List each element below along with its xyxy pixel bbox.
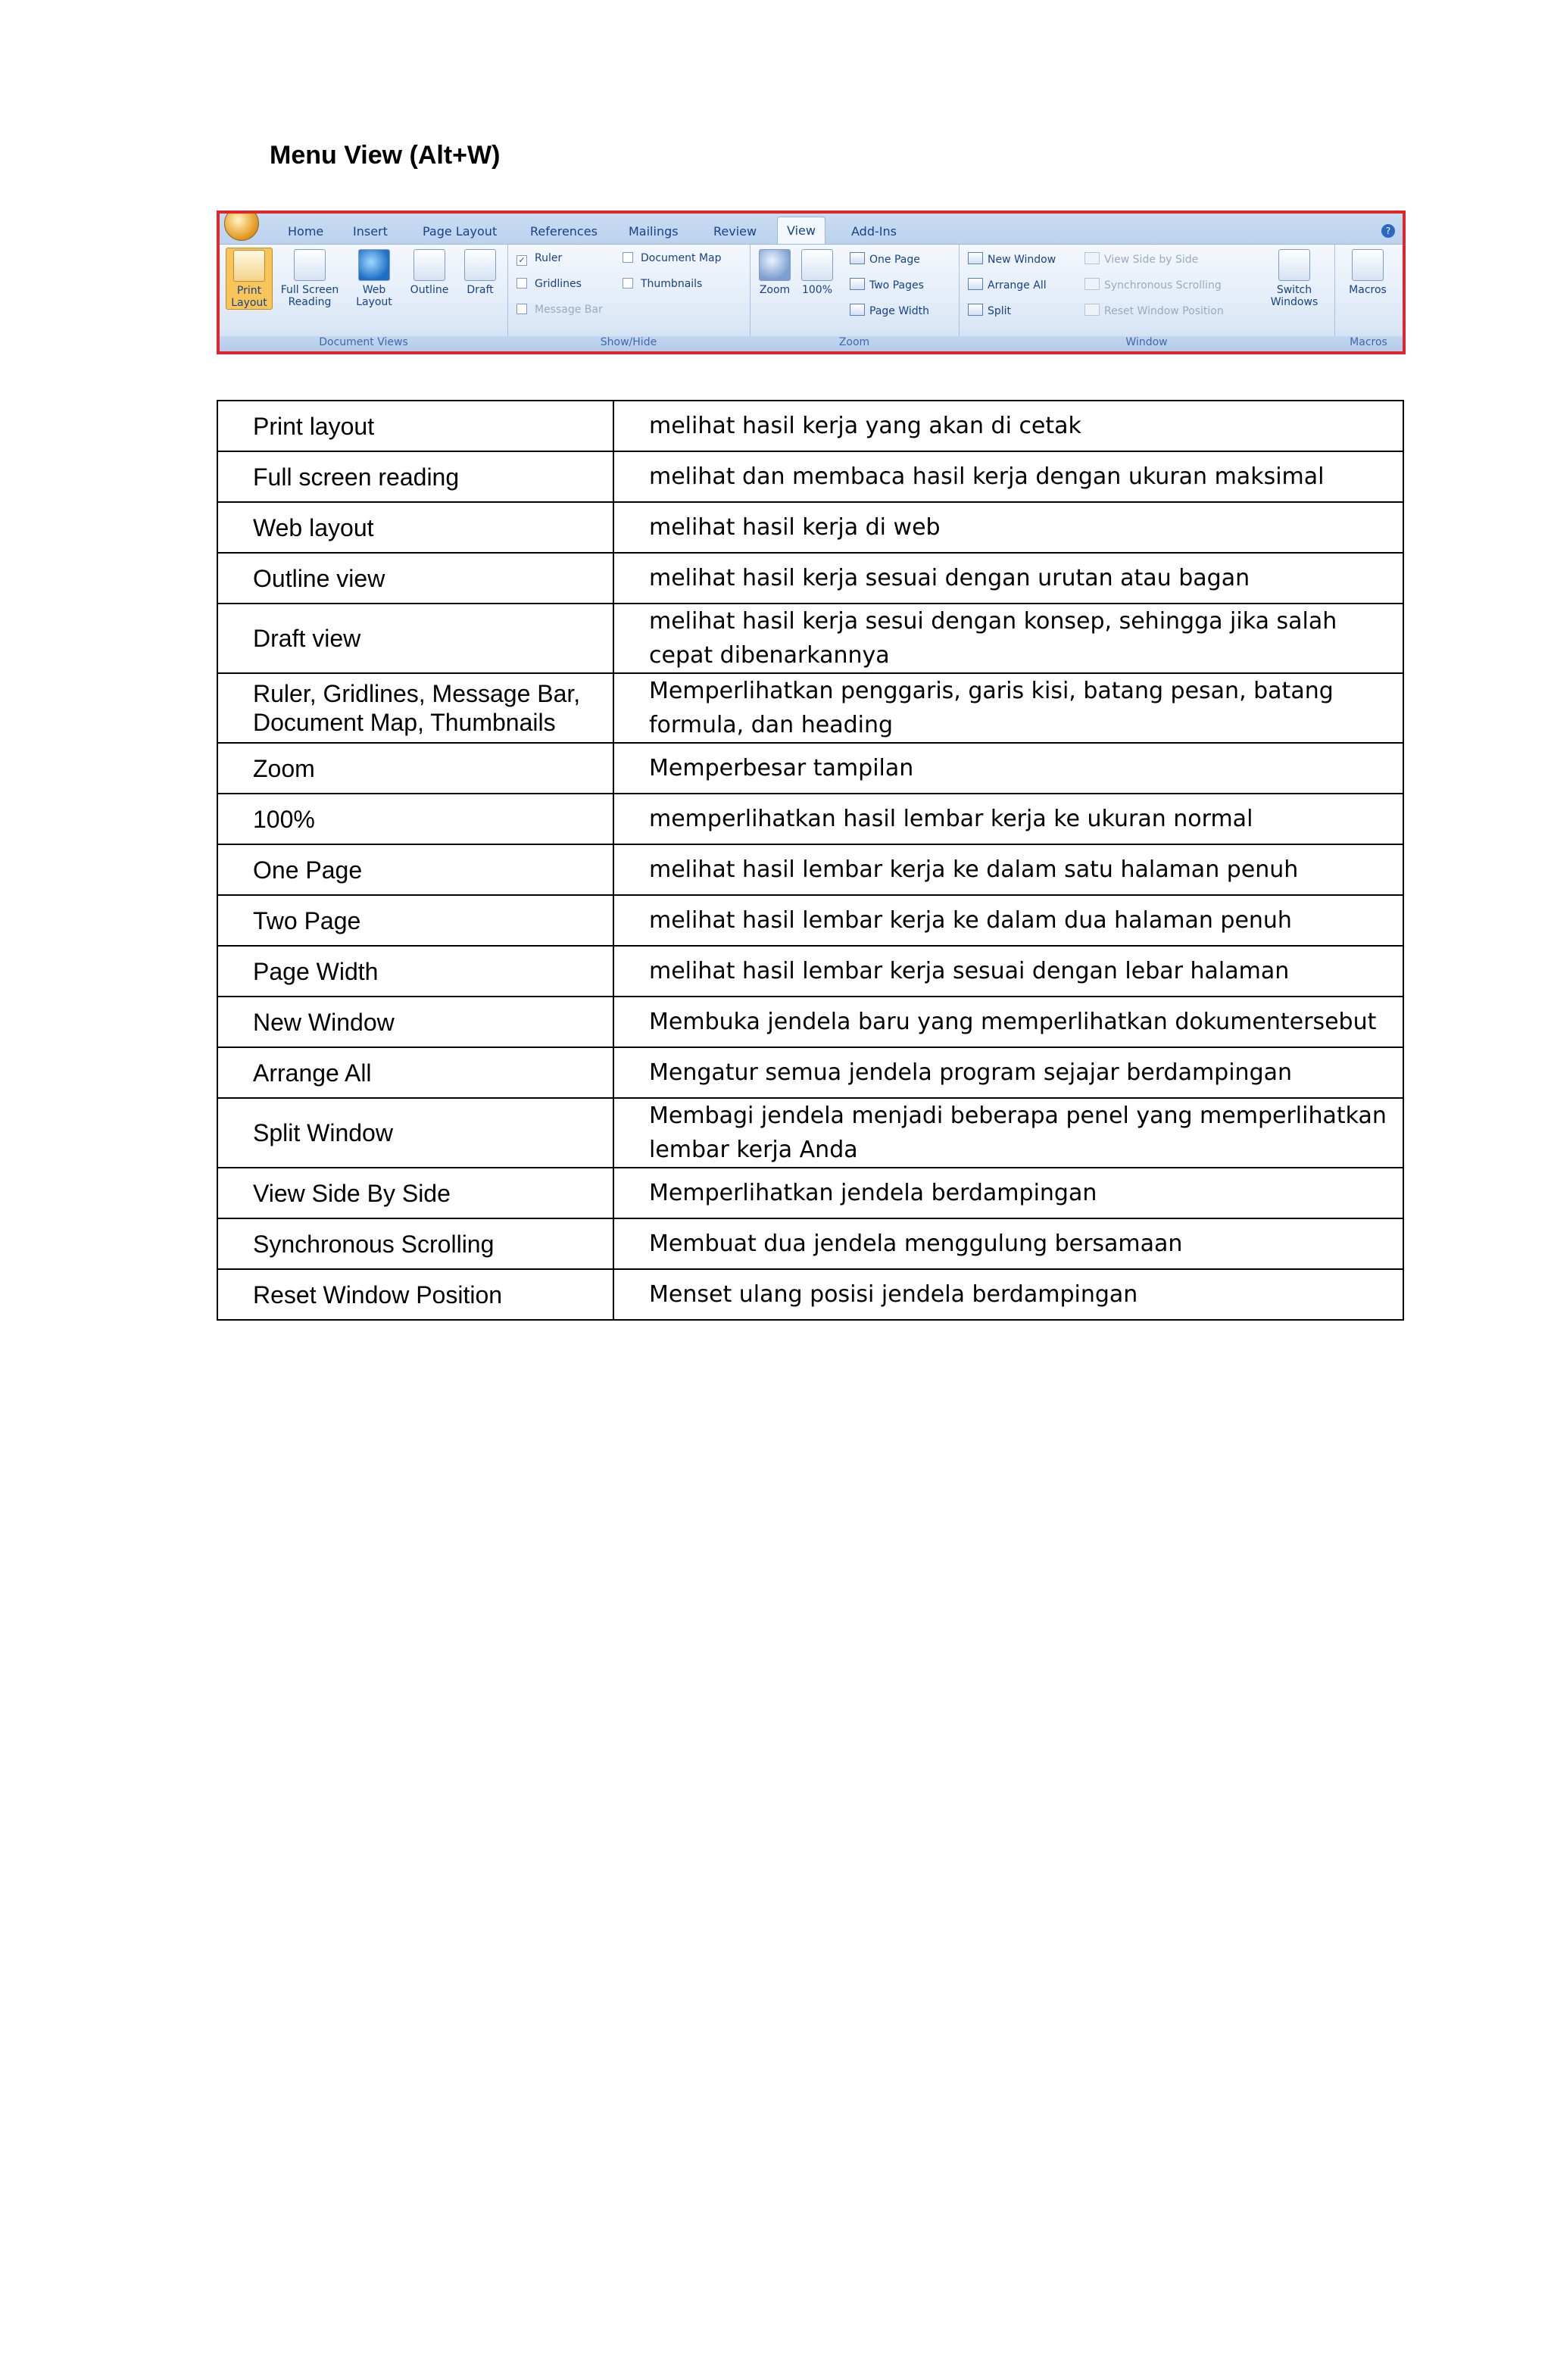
table-row bbox=[217, 502, 1403, 553]
outline-button[interactable]: Outline bbox=[403, 249, 456, 296]
term-cell: New Window bbox=[217, 997, 613, 1047]
description-cell: melihat hasil lembar kerja ke dalam dua halaman penuh bbox=[613, 895, 1403, 946]
ruler-checkbox[interactable]: ✓ Ruler bbox=[516, 252, 562, 266]
help-icon[interactable]: ? bbox=[1381, 224, 1395, 238]
group-label-zoom: Zoom bbox=[750, 336, 959, 351]
document-map-checkbox[interactable]: Document Map bbox=[623, 252, 722, 264]
macros-button[interactable]: Macros bbox=[1343, 249, 1392, 296]
two-pages-icon bbox=[850, 278, 865, 290]
term-cell: Arrange All bbox=[217, 1047, 613, 1098]
tab-mailings[interactable]: Mailings bbox=[629, 224, 679, 239]
one-page-button[interactable]: One Page bbox=[850, 252, 920, 266]
arrange-all-button[interactable]: Arrange All bbox=[968, 278, 1047, 292]
one-page-icon bbox=[850, 252, 865, 264]
group-zoom bbox=[750, 245, 960, 351]
two-pages-button[interactable]: Two Pages bbox=[850, 278, 924, 292]
tab-view[interactable]: View bbox=[777, 217, 825, 248]
term-cell: Two Page bbox=[217, 895, 613, 946]
group-macros bbox=[1334, 245, 1403, 351]
table-row bbox=[217, 673, 1403, 743]
table-row bbox=[217, 604, 1403, 673]
draft-icon bbox=[464, 249, 496, 281]
page-width-button[interactable]: Page Width bbox=[850, 304, 929, 317]
magnifier-icon bbox=[759, 249, 791, 281]
tab-page-layout[interactable]: Page Layout bbox=[423, 224, 498, 239]
tab-references[interactable]: References bbox=[530, 224, 598, 239]
tab-home[interactable]: Home bbox=[288, 224, 324, 239]
split-icon bbox=[968, 304, 983, 316]
tab-review[interactable]: Review bbox=[713, 224, 757, 239]
description-cell: melihat hasil kerja sesui dengan konsep, sehingga jika salah cepat dibenarkannya bbox=[613, 604, 1403, 673]
macros-icon bbox=[1352, 249, 1384, 281]
group-label-document-views: Document Views bbox=[220, 336, 507, 351]
term-cell: Split Window bbox=[217, 1098, 613, 1168]
table-row bbox=[217, 946, 1403, 997]
term-cell: View Side By Side bbox=[217, 1168, 613, 1218]
thumbnails-checkbox[interactable]: Thumbnails bbox=[623, 278, 702, 290]
description-cell: Memperlihatkan penggaris, garis kisi, batang pesan, batang formula, dan heading bbox=[613, 673, 1403, 743]
term-cell: Print layout bbox=[217, 401, 613, 451]
group-window bbox=[959, 245, 1335, 351]
table-row bbox=[217, 997, 1403, 1047]
office-button-icon[interactable] bbox=[224, 211, 259, 241]
description-cell: Membagi jendela menjadi beberapa penel yang memperlihatkan lembar kerja Anda bbox=[613, 1098, 1403, 1168]
zoom-100-button[interactable]: 100% bbox=[798, 249, 836, 296]
description-cell: melihat hasil lembar kerja sesuai dengan lebar halaman bbox=[613, 946, 1403, 997]
reset-window-position-button: Reset Window Position bbox=[1084, 304, 1224, 317]
side-by-side-icon bbox=[1084, 252, 1100, 264]
print-layout-icon bbox=[233, 250, 265, 282]
arrange-all-icon bbox=[968, 278, 983, 290]
table-row bbox=[217, 1168, 1403, 1218]
new-window-button[interactable]: New Window bbox=[968, 252, 1056, 266]
table-row bbox=[217, 401, 1403, 451]
full-screen-reading-icon bbox=[294, 249, 326, 281]
switch-windows-icon bbox=[1278, 249, 1310, 281]
table-row bbox=[217, 895, 1403, 946]
table-row bbox=[217, 743, 1403, 794]
view-side-by-side-button: View Side by Side bbox=[1084, 252, 1198, 266]
description-cell: melihat hasil kerja di web bbox=[613, 502, 1403, 553]
ribbon-tab-bar bbox=[220, 214, 1403, 244]
page-width-icon bbox=[850, 304, 865, 316]
draft-button[interactable]: Draft bbox=[459, 249, 501, 296]
description-cell: Memperbesar tampilan bbox=[613, 743, 1403, 794]
synchronous-scrolling-button: Synchronous Scrolling bbox=[1084, 278, 1222, 292]
new-window-icon bbox=[968, 252, 983, 264]
checkbox-icon bbox=[516, 304, 527, 314]
description-cell: Membuka jendela baru yang memperlihatkan dokumentersebut bbox=[613, 997, 1403, 1047]
description-cell: melihat hasil lembar kerja ke dalam satu halaman penuh bbox=[613, 844, 1403, 895]
description-cell: melihat hasil kerja sesuai dengan urutan atau bagan bbox=[613, 553, 1403, 604]
term-cell: One Page bbox=[217, 844, 613, 895]
page-title: Menu View (Alt+W) bbox=[270, 141, 501, 170]
checkbox-icon bbox=[516, 278, 527, 289]
description-cell: melihat hasil kerja yang akan di cetak bbox=[613, 401, 1403, 451]
term-cell: Reset Window Position bbox=[217, 1269, 613, 1320]
message-bar-checkbox: Message Bar bbox=[516, 304, 603, 316]
table-row bbox=[217, 553, 1403, 604]
description-cell: Menset ulang posisi jendela berdampingan bbox=[613, 1269, 1403, 1320]
term-cell: 100% bbox=[217, 794, 613, 844]
table-row bbox=[217, 1269, 1403, 1320]
gridlines-checkbox[interactable]: Gridlines bbox=[516, 278, 582, 290]
tab-add-ins[interactable]: Add-Ins bbox=[851, 224, 897, 239]
term-cell: Full screen reading bbox=[217, 451, 613, 502]
group-label-macros: Macros bbox=[1334, 336, 1403, 351]
globe-icon bbox=[358, 249, 390, 281]
table-row bbox=[217, 1047, 1403, 1098]
ribbon-screenshot bbox=[217, 211, 1406, 354]
term-cell: Web layout bbox=[217, 502, 613, 553]
checkbox-checked-icon: ✓ bbox=[516, 255, 527, 266]
checkbox-icon bbox=[623, 278, 633, 289]
checkbox-icon bbox=[623, 252, 633, 263]
description-cell: melihat dan membaca hasil kerja dengan ukuran maksimal bbox=[613, 451, 1403, 502]
table-row bbox=[217, 451, 1403, 502]
table-row bbox=[217, 1218, 1403, 1269]
print-layout-button[interactable]: Print Layout bbox=[226, 248, 273, 310]
group-label-window: Window bbox=[959, 336, 1334, 351]
switch-windows-button[interactable]: Switch Windows bbox=[1262, 249, 1327, 308]
page-100-icon bbox=[801, 249, 833, 281]
term-cell: Draft view bbox=[217, 604, 613, 673]
group-document-views bbox=[220, 245, 508, 351]
ribbon-body bbox=[220, 244, 1403, 351]
description-cell: Membuat dua jendela menggulung bersamaan bbox=[613, 1218, 1403, 1269]
description-cell: Mengatur semua jendela program sejajar berdampingan bbox=[613, 1047, 1403, 1098]
split-button[interactable]: Split bbox=[968, 304, 1011, 317]
table-row bbox=[217, 1098, 1403, 1168]
view-menu-table bbox=[217, 400, 1404, 1321]
table-row bbox=[217, 794, 1403, 844]
group-show-hide bbox=[507, 245, 751, 351]
description-cell: Memperlihatkan jendela berdampingan bbox=[613, 1168, 1403, 1218]
full-screen-reading-button[interactable]: Full Screen Reading bbox=[276, 249, 344, 308]
table-row bbox=[217, 844, 1403, 895]
web-layout-button[interactable]: Web Layout bbox=[351, 249, 397, 308]
outline-icon bbox=[413, 249, 445, 281]
term-cell: Outline view bbox=[217, 553, 613, 604]
sync-scroll-icon bbox=[1084, 278, 1100, 290]
term-cell: Synchronous Scrolling bbox=[217, 1218, 613, 1269]
term-cell: Page Width bbox=[217, 946, 613, 997]
description-cell: memperlihatkan hasil lembar kerja ke ukuran normal bbox=[613, 794, 1403, 844]
term-cell: Ruler, Gridlines, Message Bar, Document Map, Thumbnails bbox=[217, 673, 613, 743]
group-label-show-hide: Show/Hide bbox=[507, 336, 750, 351]
reset-window-icon bbox=[1084, 304, 1100, 316]
zoom-button[interactable]: Zoom bbox=[756, 249, 794, 296]
term-cell: Zoom bbox=[217, 743, 613, 794]
tab-insert[interactable]: Insert bbox=[353, 224, 388, 239]
